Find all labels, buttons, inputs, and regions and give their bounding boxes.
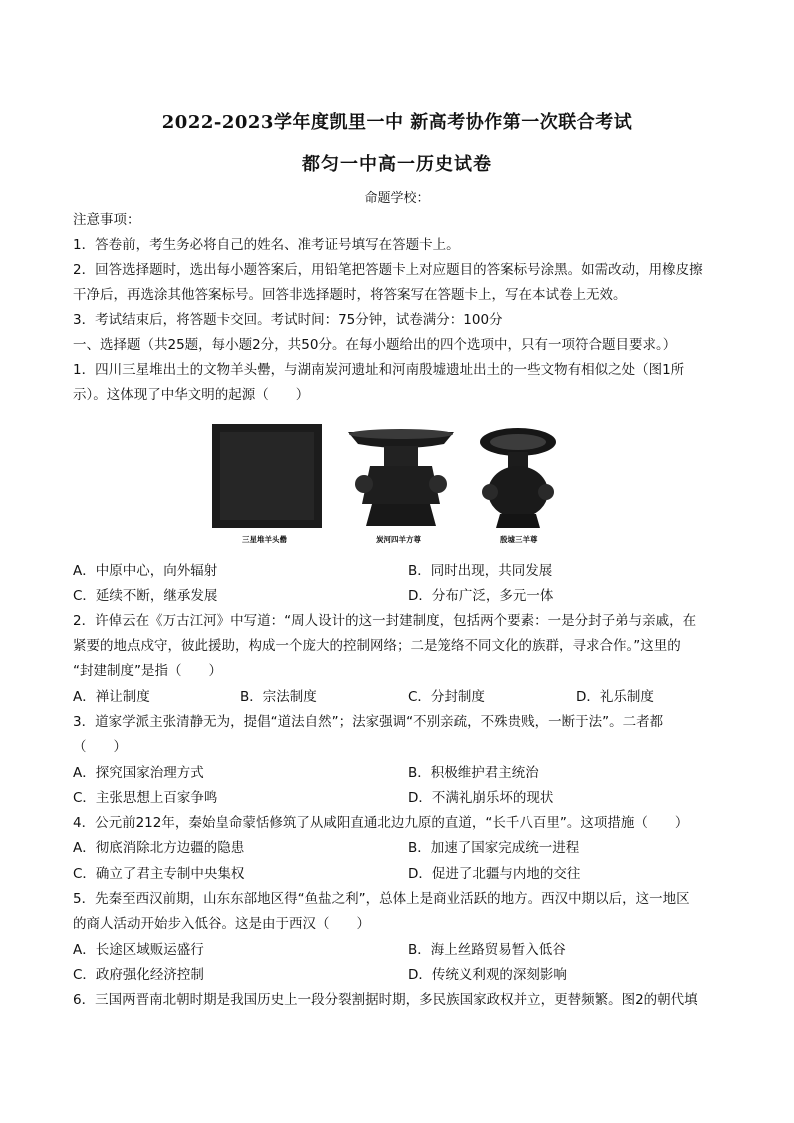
q3-option-c: C．主张思想上百家争鸣 — [73, 790, 218, 806]
q1-option-a: A．中原中心，向外辐射 — [73, 563, 218, 579]
q1-option-b: B．同时出现，共同发展 — [408, 563, 553, 579]
figure-1 — [212, 422, 590, 544]
q2-option-c: C．分封制度 — [408, 689, 485, 705]
q4-option-c: C．确立了君主专制中央集权 — [73, 866, 245, 882]
setter-school: 命题学校： — [364, 191, 430, 206]
q3-option-d: D．不满礼崩乐坏的现状 — [408, 790, 554, 806]
q4-stem: 4．公元前212年，秦始皇命蒙恬修筑了从咸阳直通北边九原的直道，“长千八百里”。这项措施（ ） — [73, 815, 689, 831]
caption-yinxu: 殷墟三羊尊 — [500, 535, 538, 544]
q3-option-b: B．积极维护君主统治 — [408, 765, 539, 781]
q1-option-c: C．延续不断，继承发展 — [73, 588, 218, 604]
exam-title: 2022-2023学年度凯里一中 新高考协作第一次联合考试 — [161, 112, 633, 133]
q2-stem: 2．许倬云在《万古江河》中写道：“周人设计的这一封建制度，包括两个要素：一是分封子弟与亲戚，在 — [73, 613, 697, 629]
q2-stem-cont2: “封建制度”是指（ ） — [73, 663, 222, 679]
tanhe-zun-photo — [348, 429, 454, 526]
note-1: 1．答卷前，考生务必将自己的姓名、准考证号填写在答题卡上。 — [73, 237, 460, 253]
note-2-cont: 干净后，再选涂其他答案标号。回答非选择题时，将答案写在答题卡上，写在本试卷上无效。 — [73, 287, 627, 303]
q2-option-b: B．宗法制度 — [240, 689, 317, 705]
note-3: 3．考试结束后，将答题卡交回。考试时间：75分钟，试卷满分：100分 — [73, 312, 503, 328]
figure-1-artwork — [212, 422, 590, 544]
section-heading: 一、选择题（共25题，每小题2分，共50分。在每小题给出的四个选项中，只有一项符合题目要求。） — [73, 337, 677, 353]
q6-stem: 6．三国两晋南北朝时期是我国历史上一段分裂割据时期，多民族国家政权并立，更替频繁。图2的朝代填 — [73, 992, 698, 1008]
q3-option-a: A．探究国家治理方式 — [73, 765, 204, 781]
q2-option-d: D．礼乐制度 — [576, 689, 654, 705]
caption-tanhe: 炭河四羊方尊 — [376, 535, 421, 544]
q1-option-d: D．分布广泛，多元一体 — [408, 588, 554, 604]
q5-option-c: C．政府强化经济控制 — [73, 967, 204, 983]
q4-option-d: D．促进了北疆与内地的交往 — [408, 866, 581, 882]
q3-stem-cont: （ ） — [73, 739, 127, 755]
q2-stem-cont: 紧要的地点戍守，彼此援助，构成一个庞大的控制网络；二是笼络不同文化的族群，寻求合作。”这里的 — [73, 638, 681, 654]
caption-sanxingdui: 三星堆羊头罍 — [242, 535, 287, 544]
q5-option-b: B．海上丝路贸易暂入低谷 — [408, 942, 566, 958]
note-2: 2．回答选择题时，选出每小题答案后，用铅笔把答题卡上对应题目的答案标号涂黑。如需改动，用橡皮擦 — [73, 262, 703, 278]
q4-option-a: A．彻底消除北方边疆的隐患 — [73, 840, 245, 856]
exam-subtitle: 都匀一中高一历史试卷 — [302, 154, 492, 175]
q1-stem: 1．四川三星堆出土的文物羊头罍，与湖南炭河遗址和河南殷墟遗址出土的一些文物有相似之处（图1所 — [73, 362, 685, 378]
q3-stem: 3．道家学派主张清静无为，提倡“道法自然”；法家强调“不别亲疏，不殊贵贱，一断于法”。二者都 — [73, 714, 664, 730]
q5-stem: 5．先秦至西汉前期，山东东部地区得“鱼盐之利”，总体上是商业活跃的地方。西汉中期以后，这一地区 — [73, 891, 690, 907]
q2-option-a: A．禅让制度 — [73, 689, 150, 705]
notes-heading: 注意事项： — [73, 212, 141, 228]
q5-option-a: A．长途区域贩运盛行 — [73, 942, 204, 958]
q4-option-b: B．加速了国家完成统一进程 — [408, 840, 580, 856]
q5-option-d: D．传统义利观的深刻影响 — [408, 967, 567, 983]
q1-stem-cont: 示）。这体现了中华文明的起源（ ） — [73, 387, 310, 403]
q5-stem-cont: 的商人活动开始步入低谷。这是由于西汉（ ） — [73, 916, 370, 932]
yinxu-zun-photo — [480, 428, 556, 528]
